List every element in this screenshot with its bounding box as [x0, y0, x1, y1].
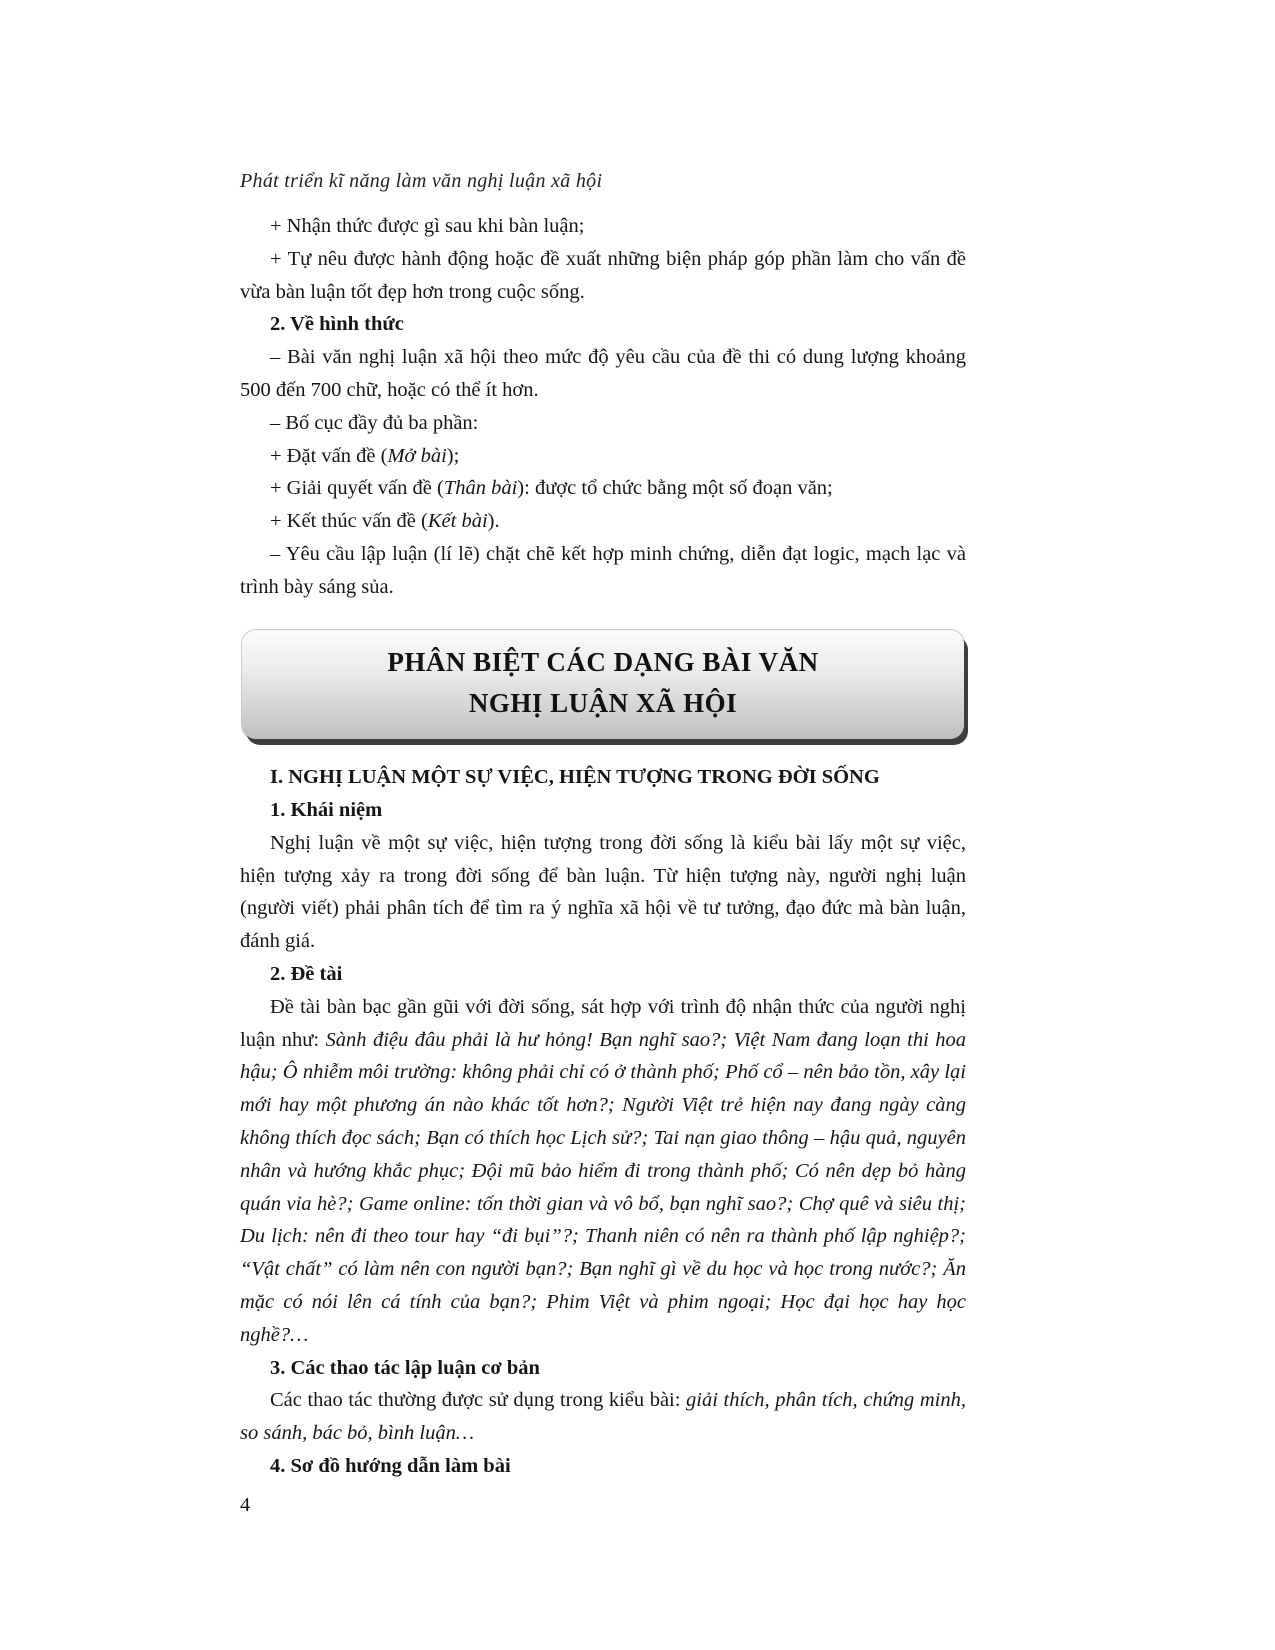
text-run: 4. Sơ đồ hướng dẫn làm bài [270, 1454, 511, 1477]
text-run: I. NGHỊ LUẬN MỘT SỰ VIỆC, HIỆN TƯỢNG TRONG ĐỜI SỐNG [270, 766, 880, 789]
section-heading [240, 1352, 966, 1385]
text-run: Sành điệu đâu phải là hư hỏng! Bạn nghĩ sao?; Việt Nam đang loạn thi hoa hậu; Ô nhiễm môi trường: không phải chỉ có ở thành phố; Phố cổ – nên bảo tồn, xây lại mới hay một phương án nào khác tốt hơn?; Người Việt trẻ hiện nay đang ngày càng không thích đọc sách; Bạn có thích học Lịch sử?; Tai nạn giao thông – hậu quả, nguyên nhân và hướng khắc phục; Đội mũ bảo hiểm đi trong thành phố; Có nên dẹp bỏ hàng quán vỉa hè?; Game online: tốn thời gian và vô bổ, bạn nghĩ sao?; Chợ quê và siêu thị; Du lịch: nên đi theo tour hay “đi bụi”?; Thanh niên có nên ra thành phố lập nghiệp?; “Vật chất” có làm nên con người bạn?; Bạn nghĩ gì về du học và học trong nước?; Ăn mặc có nói lên cá tính của bạn?; Phim Việt và phim ngoại; Học đại học hay học nghề?… [240, 1028, 966, 1346]
text-run: Mở bài [387, 444, 447, 467]
text-run: ): được tổ chức bằng một số đoạn văn; [517, 477, 833, 500]
paragraph [240, 1384, 966, 1450]
text-run: ); [446, 444, 460, 467]
text-run: Thân bài [443, 477, 518, 500]
text-run: – Bài văn nghị luận xã hội theo mức độ yêu cầu của đề thi có dung lượng khoảng 500 đến 700 chữ, hoặc có thể ít hơn. [240, 346, 966, 401]
text-run: Kết bài [427, 510, 488, 533]
text-run: giải thích, phân tích, chứng minh, so sánh, bác bỏ, bình luận… [240, 1389, 966, 1445]
section-title-line-1: PHÂN BIỆT CÁC DẠNG BÀI VĂN [387, 646, 819, 677]
text-run: + Đặt vấn đề ( [270, 444, 388, 467]
list-item [240, 243, 966, 309]
text-run: Đề tài bàn bạc gần gũi với đời sống, sát hợp với trình độ nhận thức của người nghị luận như: [240, 995, 966, 1051]
section-heading [240, 761, 966, 794]
text-run: + Kết thúc vấn đề ( [270, 510, 428, 533]
list-item [240, 538, 966, 604]
running-header: Phát triển kĩ năng làm văn nghị luận xã hội [240, 170, 603, 192]
text-run: ). [487, 510, 500, 533]
list-item [240, 440, 966, 473]
list-item [240, 210, 966, 243]
body-text-bottom [240, 761, 966, 1483]
paragraph [240, 991, 966, 1352]
body-text-top [240, 210, 966, 604]
text-run: + Tự nêu được hành động hoặc đề xuất những biện pháp góp phần làm cho vấn đề vừa bàn luận tốt đẹp hơn trong cuộc sống. [240, 247, 966, 303]
section-heading [240, 958, 966, 991]
text-run: 2. Về hình thức [270, 313, 404, 336]
text-run: + Nhận thức được gì sau khi bàn luận; [270, 215, 585, 237]
text-run: Nghị luận về một sự việc, hiện tượng trong đời sống là kiểu bài lấy một sự việc, hiện tượng xảy ra trong đời sống để bàn luận. Từ hiện tượng này, người nghị luận (người viết) phải phân tích để tìm ra ý nghĩa xã hội về tư tưởng, đạo đức mà bàn luận, đánh giá. [240, 831, 966, 953]
section-heading [240, 794, 966, 827]
paragraph [240, 827, 966, 958]
text-run: Các thao tác thường được sử dụng trong kiểu bài: [270, 1389, 687, 1412]
list-item [240, 505, 966, 538]
list-item [240, 407, 966, 440]
text-run: 2. Đề tài [270, 963, 343, 986]
text-run: – Yêu cầu lập luận (lí lẽ) chặt chẽ kết hợp minh chứng, diễn đạt logic, mạch lạc và trình bày sáng sủa. [240, 542, 966, 598]
section-title-line-2: NGHỊ LUẬN XÃ HỘI [468, 688, 738, 719]
section-title-box [242, 630, 964, 740]
section-heading [240, 1450, 966, 1483]
list-item [240, 472, 966, 505]
page-content [240, 168, 966, 1522]
text-run: 3. Các thao tác lập luận cơ bản [270, 1356, 540, 1379]
list-item [240, 341, 966, 407]
text-run: + Giải quyết vấn đề ( [270, 477, 444, 500]
page-number: 4 [240, 1493, 251, 1516]
text-run: – Bố cục đầy đủ ba phần: [270, 411, 479, 434]
section-heading [240, 308, 966, 341]
text-run: 1. Khái niệm [270, 799, 383, 822]
